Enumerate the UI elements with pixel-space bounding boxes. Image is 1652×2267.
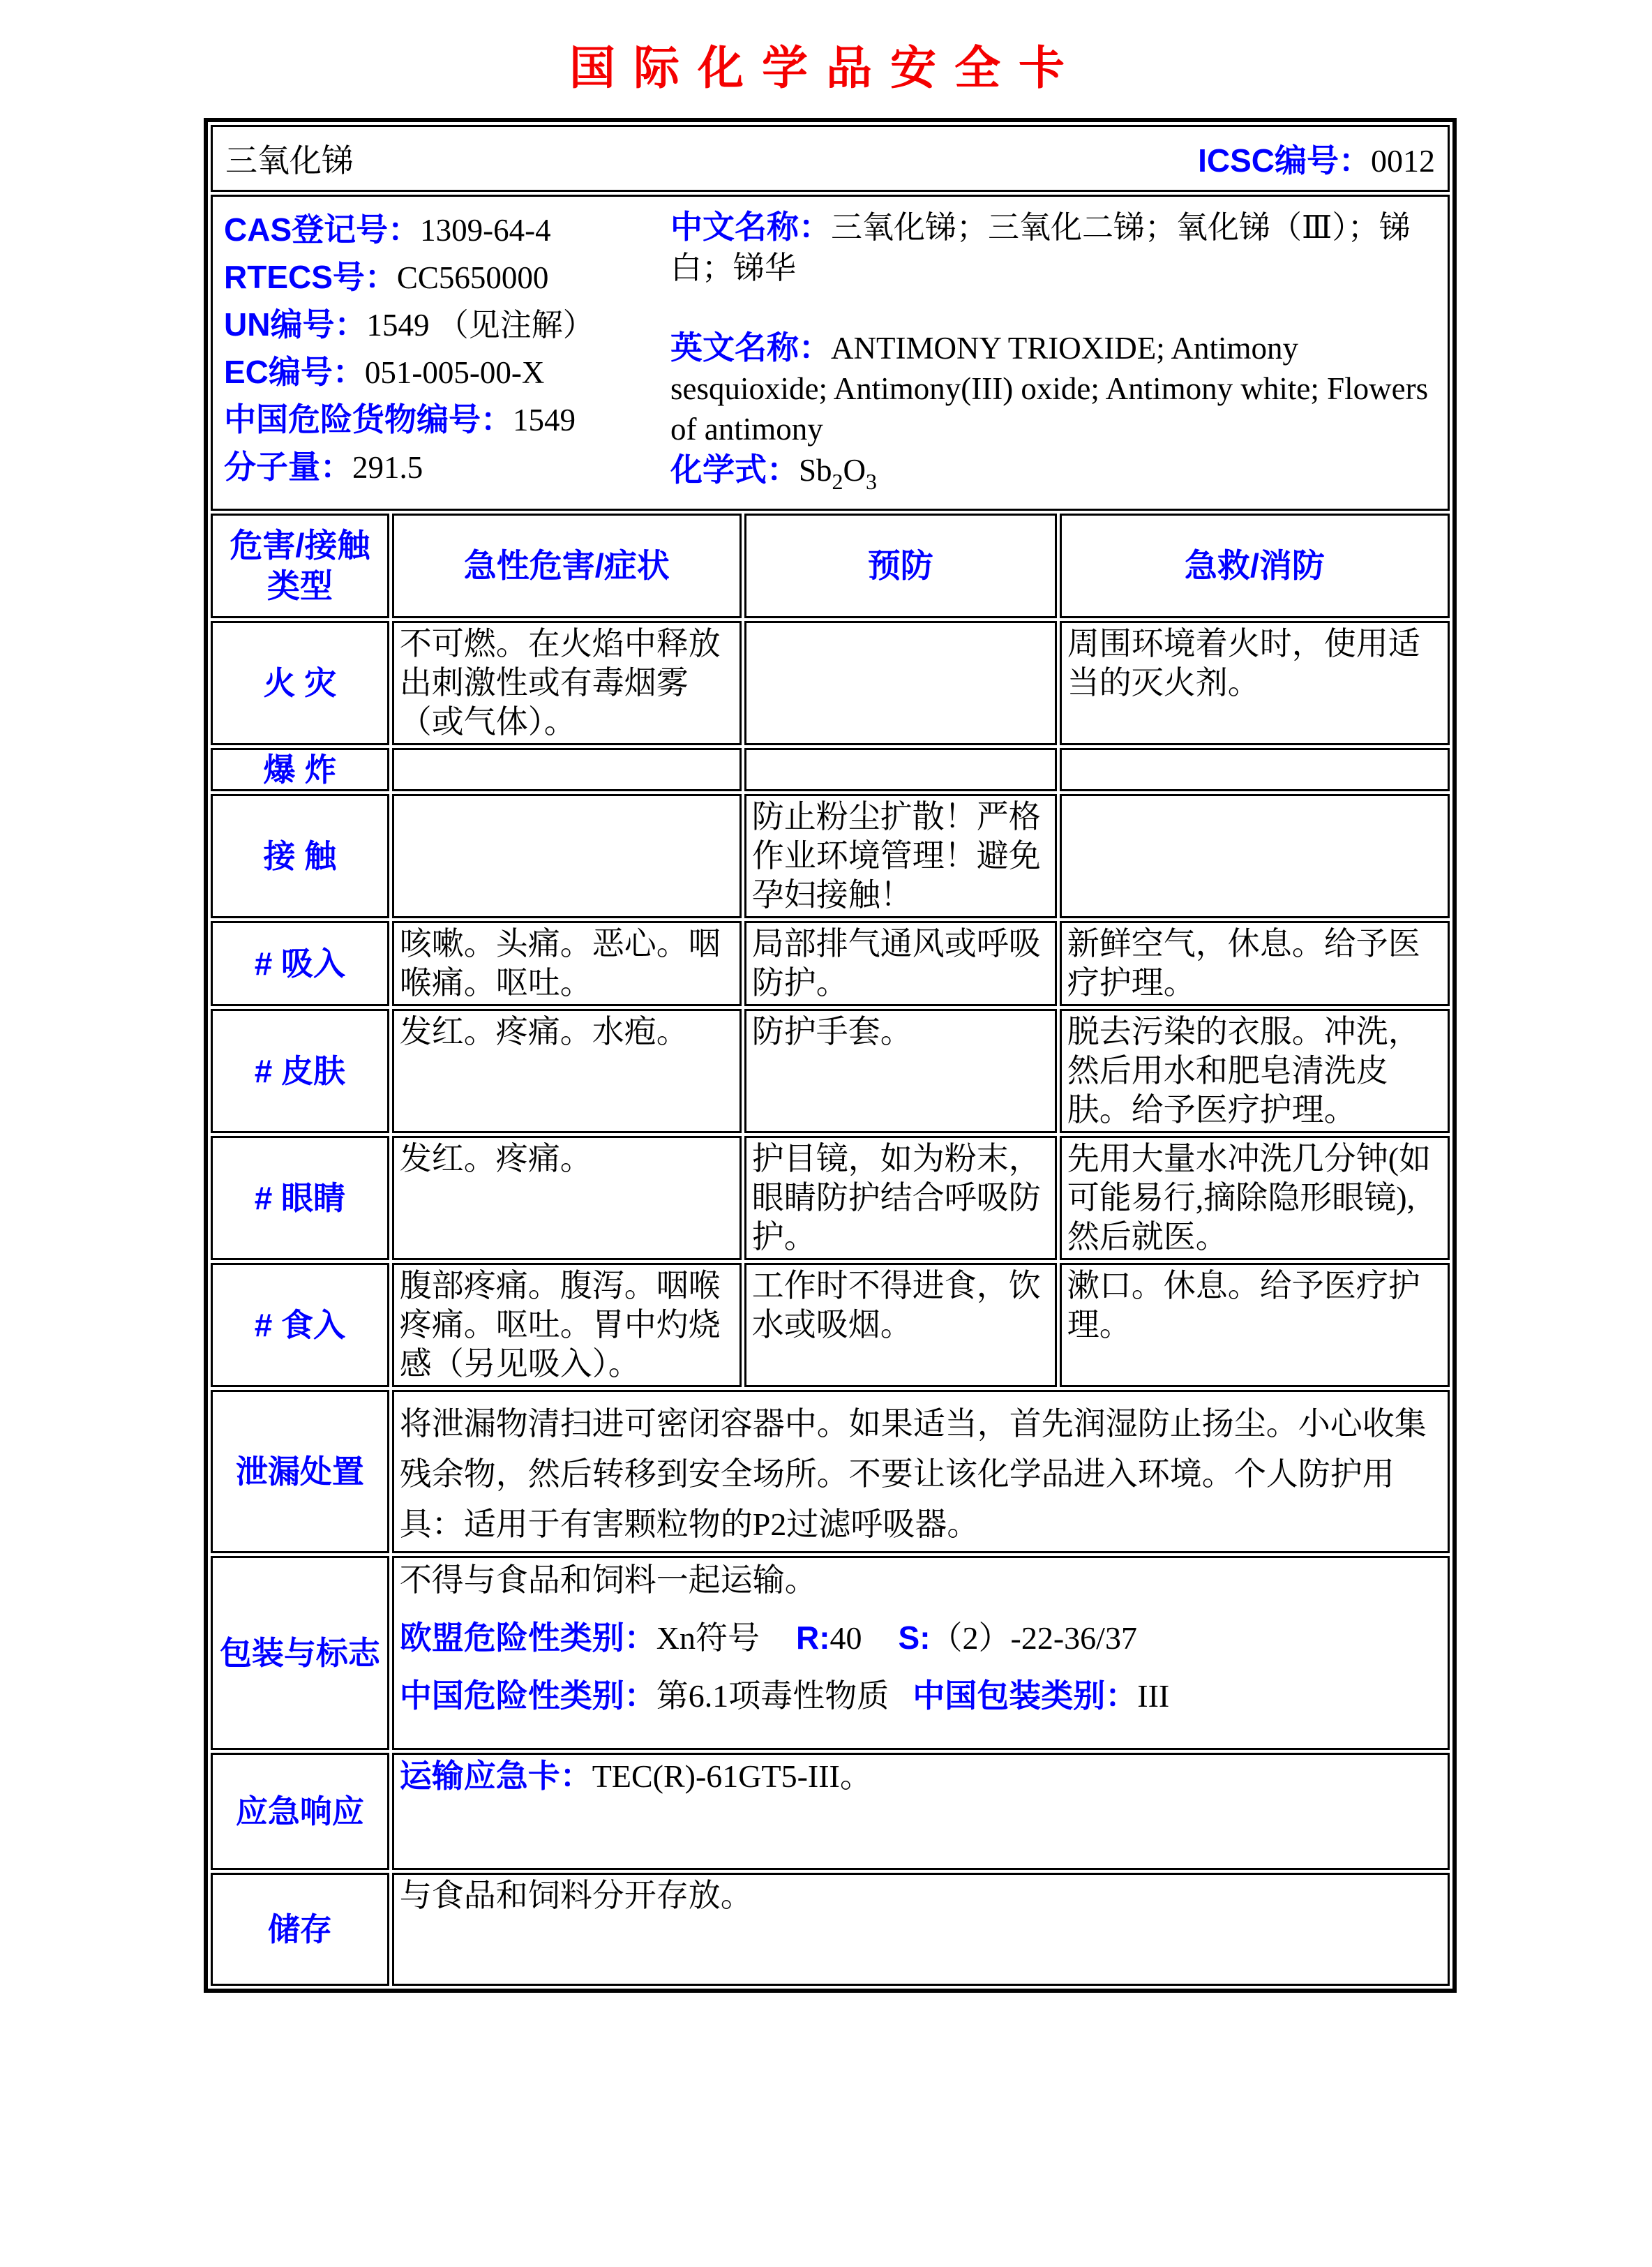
inhalation-symptoms-cell: 咳嗽。头痛。恶心。咽喉痛。呕吐。: [392, 921, 742, 1006]
english-name-value: ANTIMONY TRIOXIDE; Antimony sesquioxide; Antimony(III) oxide; Antimony white; Flowers of antimony: [670, 331, 1429, 447]
eyes-symptoms-cell: 发红。疼痛。: [392, 1136, 742, 1260]
row-storage: [211, 1873, 1450, 1986]
substance-name: 三氧化锑: [225, 143, 354, 179]
row-skin: [211, 1009, 1450, 1133]
skin-prevention-cell: 防护手套。: [744, 1009, 1057, 1133]
china-packing-group-label: 中国包装类别：: [913, 1677, 1138, 1714]
emergency-response-content-cell: [392, 1753, 1450, 1870]
header-hazard-type: 危害/接触 类型: [211, 514, 389, 618]
header-firstaid-firefighting: 急救/消防: [1060, 514, 1450, 618]
china-dangerous-goods-label: 中国危险货物编号：: [224, 401, 513, 437]
chinese-name-label: 中文名称：: [670, 209, 831, 245]
ingestion-type-label: # 食入: [211, 1263, 389, 1387]
explosion-type-label: 爆 炸: [211, 748, 389, 791]
fire-symptoms-cell: 不可燃。在火焰中释放出刺激性或有毒烟雾（或气体）。: [392, 621, 742, 745]
ingestion-prevention-cell: 工作时不得进食，饮水或吸烟。: [744, 1263, 1057, 1387]
contact-type-label: 接 触: [211, 794, 389, 918]
r-phrase-value: 40: [829, 1620, 862, 1656]
contact-prevention-cell: 防止粉尘扩散！严格作业环境管理！避免孕妇接触！: [744, 794, 1057, 918]
registry-numbers-block: [224, 207, 670, 502]
table-header-row: [211, 514, 1450, 618]
emergency-response-label: 应急响应: [211, 1753, 389, 1870]
row-explosion: [211, 748, 1450, 791]
s-phrase-value: （2）-22-36/37: [930, 1620, 1137, 1656]
fire-firstaid-cell: 周围环境着火时，使用适当的灭火剂。: [1060, 621, 1450, 745]
formula-value: [799, 453, 878, 494]
inhalation-firstaid-cell: 新鲜空气，休息。给予医疗护理。: [1060, 921, 1450, 1006]
un-number-label: UN编号：: [224, 306, 367, 343]
contact-symptoms-cell: [392, 794, 742, 918]
un-number-value: 1549 （见注解）: [366, 308, 594, 343]
explosion-symptoms-cell: [392, 748, 742, 791]
molecular-weight-label: 分子量：: [224, 449, 352, 485]
row-fire: [211, 621, 1450, 745]
ec-number-label: EC编号：: [224, 354, 365, 390]
eu-hazard-class-line: [400, 1617, 1443, 1659]
row-eyes: [211, 1136, 1450, 1260]
eyes-firstaid-cell: 先用大量水冲洗几分钟(如可能易行,摘除隐形眼镜),然后就医。: [1060, 1136, 1450, 1260]
names-block: [670, 207, 1441, 502]
eyes-prevention-cell: 护目镜，如为粉末，眼睛防护结合呼吸防护。: [744, 1136, 1057, 1260]
formula-subscript-1: 2: [832, 469, 843, 494]
spill-disposal-label: 泄漏处置: [211, 1390, 389, 1553]
transport-emergency-card-value: TEC(R)-61GT5-III。: [592, 1758, 872, 1794]
identifiers-cell: [211, 195, 1450, 511]
ec-number-line: [224, 349, 670, 396]
card-header-row: [211, 125, 1450, 192]
explosion-prevention-cell: [744, 748, 1057, 791]
ec-number-value: 051-005-00-X: [364, 355, 545, 390]
cas-number-label: CAS登记号：: [224, 211, 421, 248]
fire-type-label: 火 灾: [211, 621, 389, 745]
china-dangerous-goods-line: [224, 396, 670, 444]
chinese-name-block: [670, 207, 1436, 288]
skin-type-label: # 皮肤: [211, 1009, 389, 1133]
identifiers-row: [211, 195, 1450, 511]
rtecs-number-value: CC5650000: [396, 260, 549, 295]
formula-subscript-2: 3: [866, 469, 878, 494]
contact-firstaid-cell: [1060, 794, 1450, 918]
header-acute-symptoms: 急性危害/症状: [392, 514, 742, 618]
transport-emergency-card-label: 运输应急卡：: [399, 1758, 592, 1794]
china-hazard-class-value: 第6.1项毒性物质: [656, 1678, 889, 1714]
inhalation-type-label: # 吸入: [211, 921, 389, 1006]
storage-content-cell: 与食品和饲料分开存放。: [392, 1873, 1450, 1986]
cas-number-line: [224, 207, 670, 254]
page-title: 国际化学品安全卡: [569, 43, 1083, 94]
skin-firstaid-cell: 脱去污染的衣服。冲洗，然后用水和肥皂清洗皮肤。给予医疗护理。: [1060, 1009, 1450, 1133]
icsc-number-value: 0012: [1371, 143, 1435, 179]
rtecs-number-line: [224, 254, 670, 301]
icsc-number-label: ICSC编号：: [1198, 142, 1371, 179]
card-header-cell: [211, 125, 1450, 192]
eyes-type-label: # 眼睛: [211, 1136, 389, 1260]
formula-block: [670, 449, 1436, 502]
s-phrase-label: S:: [898, 1619, 931, 1656]
formula-element-1: Sb: [799, 453, 832, 488]
china-packing-group-value: III: [1137, 1678, 1170, 1714]
eu-hazard-class-label: 欧盟危险性类别：: [399, 1619, 656, 1656]
rtecs-number-label: RTECS号：: [224, 259, 397, 295]
explosion-firstaid-cell: [1060, 748, 1450, 791]
packaging-labelling-label: 包装与标志: [211, 1556, 389, 1750]
storage-label: 储存: [211, 1873, 389, 1986]
icsc-card-table: [204, 118, 1457, 1993]
formula-element-2: O: [843, 453, 866, 488]
row-contact: [211, 794, 1450, 918]
row-inhalation: [211, 921, 1450, 1006]
header-prevention: 预防: [744, 514, 1057, 618]
china-hazard-class-line: [400, 1675, 1443, 1717]
english-name-block: [670, 327, 1436, 449]
formula-label: 化学式：: [670, 451, 799, 488]
inhalation-prevention-cell: 局部排气通风或呼吸防护。: [744, 921, 1057, 1006]
row-packaging-labelling: [211, 1556, 1450, 1750]
chinese-name-value: 三氧化锑；三氧化二锑；氧化锑（Ⅲ）；锑白；锑华: [670, 210, 1411, 285]
icsc-number-group: [1198, 135, 1435, 181]
china-dangerous-goods-value: 1549: [513, 403, 576, 437]
row-spill-disposal: [211, 1390, 1450, 1553]
china-hazard-class-label: 中国危险性类别：: [399, 1677, 656, 1714]
transport-note-line: 不得与食品和饲料一起运输。: [399, 1562, 817, 1598]
cas-number-value: 1309-64-4: [420, 213, 551, 248]
row-emergency-response: [211, 1753, 1450, 1870]
ingestion-firstaid-cell: 漱口。休息。给予医疗护理。: [1060, 1263, 1450, 1387]
english-name-label: 英文名称：: [670, 329, 831, 366]
molecular-weight-line: [224, 444, 670, 491]
skin-symptoms-cell: 发红。疼痛。水疱。: [392, 1009, 742, 1133]
r-phrase-label: R:: [796, 1619, 830, 1656]
ingestion-symptoms-cell: 腹部疼痛。腹泻。咽喉疼痛。呕吐。胃中灼烧感（另见吸入）。: [392, 1263, 742, 1387]
spill-disposal-content-cell: 将泄漏物清扫进可密闭容器中。如果适当，首先润湿防止扬尘。小心收集残余物，然后转移到安全场所。不要让该化学品进入环境。个人防护用具：适用于有害颗粒物的P2过滤呼吸器。: [392, 1390, 1450, 1553]
eu-symbol-value: Xn符号: [656, 1620, 760, 1656]
fire-prevention-cell: [744, 621, 1057, 745]
un-number-line: [224, 301, 670, 349]
molecular-weight-value: 291.5: [352, 450, 423, 485]
row-ingestion: [211, 1263, 1450, 1387]
packaging-labelling-content-cell: [392, 1556, 1450, 1750]
